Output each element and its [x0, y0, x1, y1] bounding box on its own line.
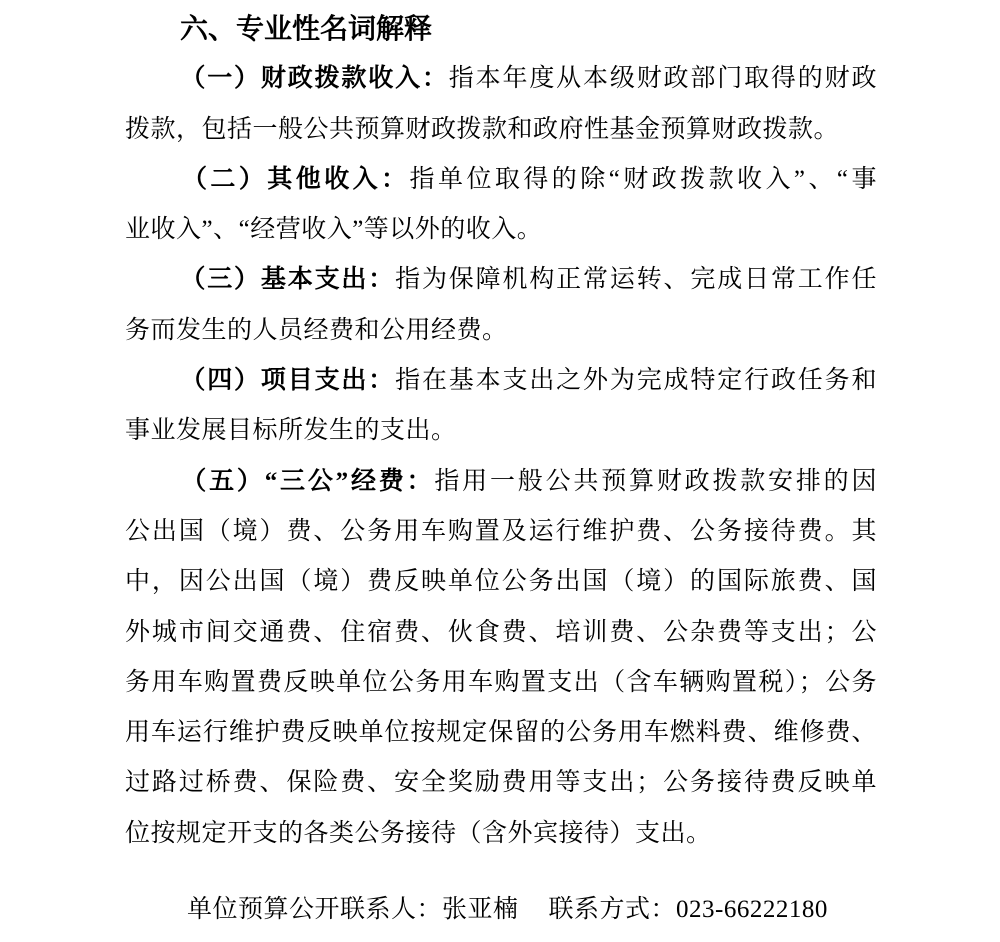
paragraph-3-line [125, 255, 877, 305]
term-label: （四）项目支出： [179, 367, 396, 395]
contact-name: 张亚楠 [442, 896, 519, 924]
term-label: （二）其他收入： [179, 165, 410, 193]
paragraph-4-line [125, 356, 877, 406]
paragraph-5-line: 务用车购置费反映单位公务用车购置支出（含车辆购置税）；公务 [125, 668, 877, 696]
definition-text: 指用一般公共预算财政拨款安排的因 [434, 467, 877, 495]
paragraph-5-line: 公出国（境）费、公务用车购置及运行维护费、公务接待费。其 [125, 517, 877, 545]
paragraph-2-line: 业收入”、“经营收入”等以外的收入。 [125, 216, 543, 244]
term-label: （三）基本支出： [179, 266, 396, 294]
definition-text: 指为保障机构正常运转、完成日常工作任 [395, 266, 877, 294]
paragraph-5-line: 位按规定开支的各类公务接待（含外宾接待）支出。 [125, 819, 712, 847]
paragraph-5-line: 用车运行维护费反映单位按规定保留的公务用车燃料费、维修费、 [125, 719, 877, 747]
section-title: 六、专业性名词解释 [180, 13, 433, 44]
paragraph-1-line: 拨款，包括一般公共预算财政拨款和政府性基金预算财政拨款。 [125, 115, 840, 143]
term-label: （五）“三公”经费： [179, 467, 435, 495]
paragraph-5-line: 中，因公出国（境）费反映单位公务出国（境）的国际旅费、国 [125, 568, 877, 596]
definition-text: 指单位取得的除“财政拨款收入”、“事 [409, 165, 877, 193]
term-label: （一）财政拨款收入： [179, 65, 449, 93]
definition-text: 指在基本支出之外为完成特定行政任务和 [395, 367, 877, 395]
footer-contact-line [125, 891, 877, 929]
definition-text: 指本年度从本级财政部门取得的财政 [448, 65, 877, 93]
paragraph-1-line [125, 54, 877, 104]
paragraph-5-line: 外城市间交通费、住宿费、伙食费、培训费、公杂费等支出；公 [125, 618, 877, 646]
paragraph-5-line: 过路过桥费、保险费、安全奖励费用等支出；公务接待费反映单 [125, 769, 877, 797]
definitions-body [125, 54, 877, 859]
paragraph-3-line: 务而发生的人员经费和公用经费。 [125, 316, 508, 344]
paragraph-2-line [125, 155, 877, 205]
contact-label: 单位预算公开联系人： [187, 896, 443, 924]
paragraph-5-line [125, 457, 877, 507]
phone-label: 联系方式： [548, 896, 677, 924]
phone-number: 023-66222180 [676, 896, 828, 924]
paragraph-4-line: 事业发展目标所发生的支出。 [125, 417, 457, 445]
